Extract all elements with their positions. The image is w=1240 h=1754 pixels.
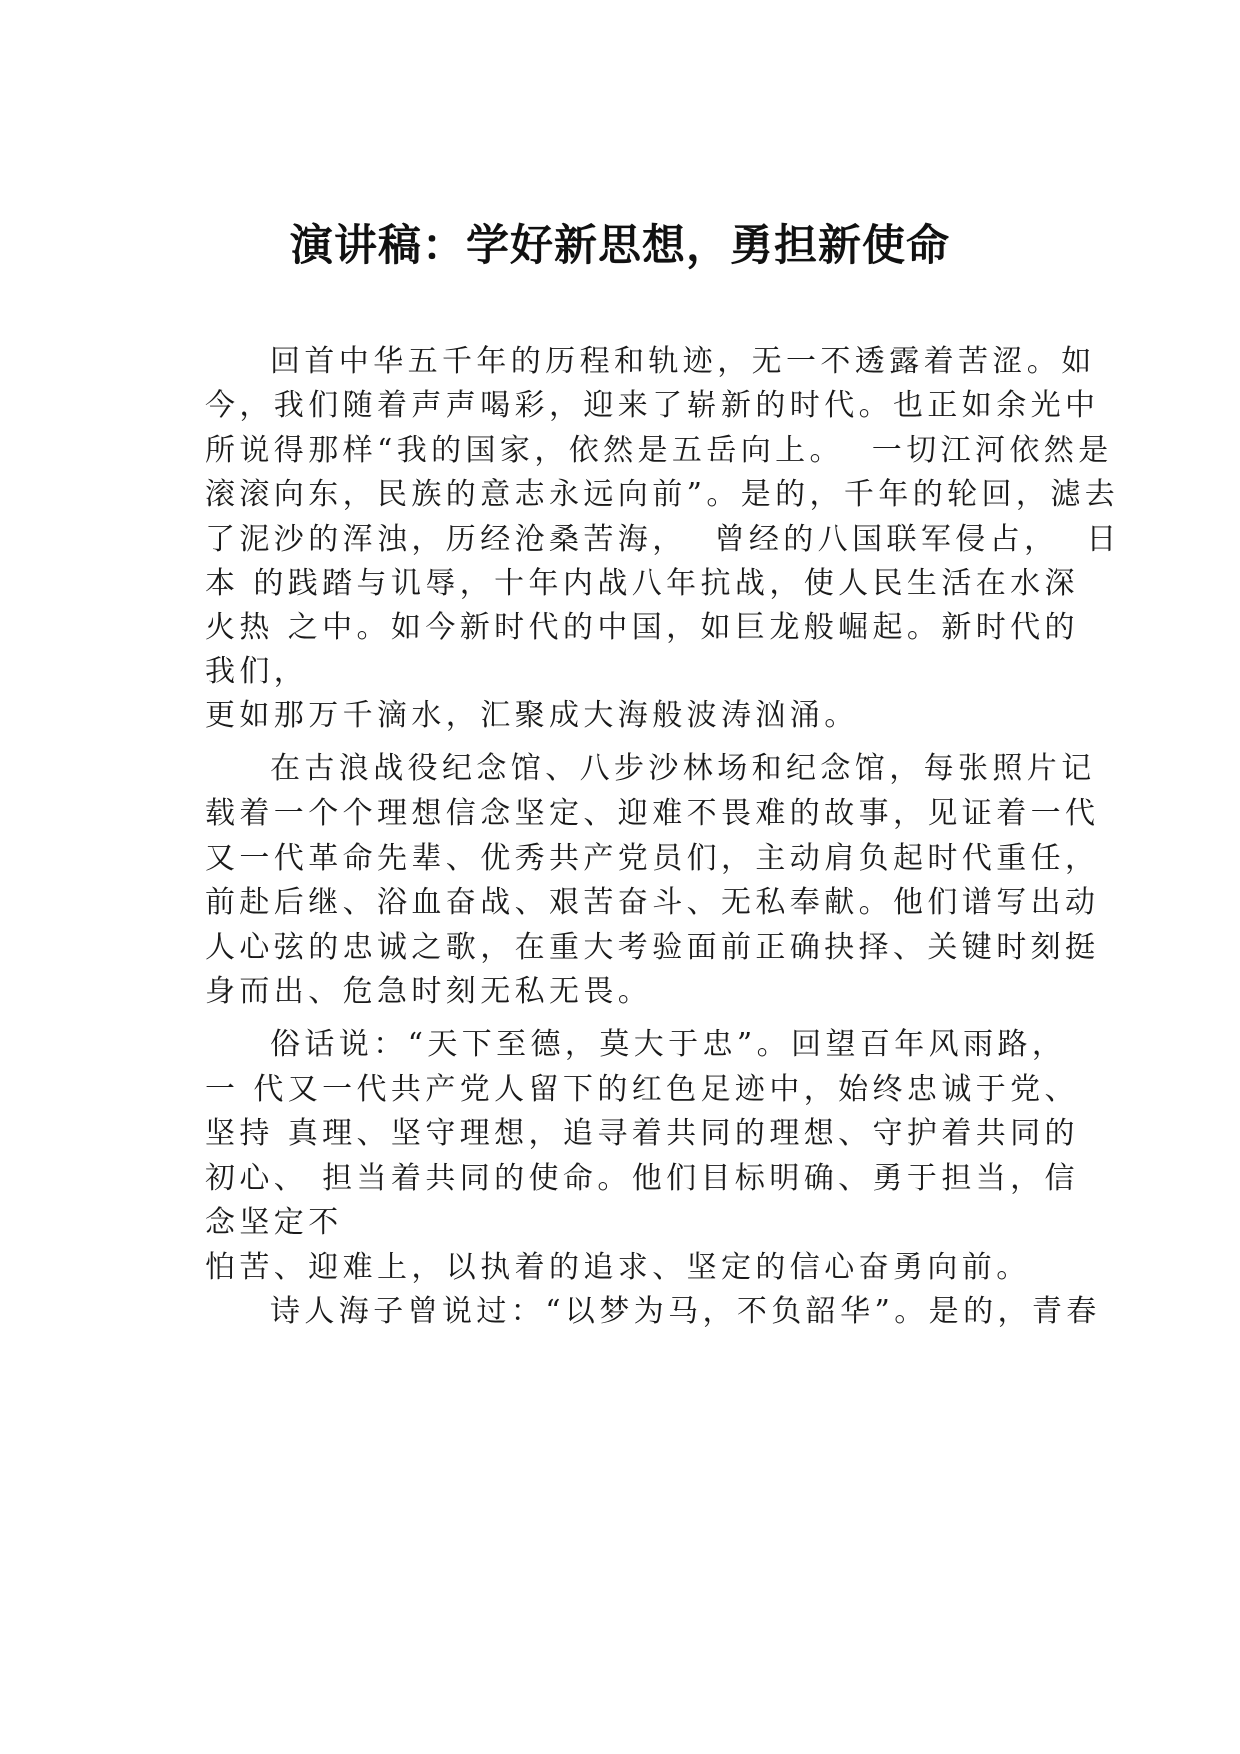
- text-line: 本 的践踏与讥辱，十年内战八年抗战，使人民生活在水深: [205, 566, 1079, 601]
- text-line: 身而出、危急时刻无私无畏。: [205, 974, 653, 1009]
- text-line: 前赴后继、浴血奋战、艰苦奋斗、无私奉献。他们谱写出动: [205, 885, 1100, 920]
- text-line: 我们，: [205, 654, 309, 689]
- text-line: 一 代又一代共产党人留下的红色足迹中，始终忠诚于党、: [205, 1072, 1079, 1107]
- text-line: 诗人海子曾说过：“以梦为马，不负韶华”。是的，青春: [270, 1294, 1101, 1329]
- text-line: 俗话说：“天下至德，莫大于忠”。回望百年风雨路，: [270, 1027, 1067, 1062]
- text-line: 人心弦的忠诚之歌，在重大考验面前正确抉择、关键时刻挺: [205, 930, 1100, 965]
- text-line: 初心、 担当着共同的使命。他们目标明确、勇于担当，信: [205, 1161, 1079, 1196]
- text-line: 坚持 真理、坚守理想，追寻着共同的理想、守护着共同的: [205, 1116, 1079, 1151]
- text-line: 所说得那样“我的国家，依然是五岳向上。 一切江河依然是: [205, 433, 1113, 468]
- text-line: 在古浪战役纪念馆、八步沙林场和纪念馆，每张照片记: [270, 751, 1096, 786]
- text-line: 念坚定不: [205, 1205, 343, 1240]
- text-line: 滚滚向东，民族的意志永远向前”。是的，千年的轮回，滤去: [205, 477, 1120, 512]
- text-line: 又一代革命先辈、优秀共产党员们，主动肩负起时代重任，: [205, 841, 1100, 876]
- text-line: 更如那万千滴水，汇聚成大海般波涛汹涌。: [205, 698, 859, 733]
- text-line: 火热 之中。如今新时代的中国，如巨龙般崛起。新时代的: [205, 610, 1079, 645]
- text-line: 回首中华五千年的历程和轨迹，无一不透露着苦涩。如: [270, 344, 1096, 379]
- text-line: 今，我们随着声声喝彩，迎来了崭新的时代。也正如余光中: [205, 388, 1100, 423]
- text-line: 怕苦、迎难上，以执着的追求、坚定的信心奋勇向前。: [205, 1250, 1031, 1285]
- text-line: 载着一个个理想信念坚定、迎难不畏难的故事，见证着一代: [205, 796, 1100, 831]
- document-title: 演讲稿：学好新思想，勇担新使命: [290, 221, 950, 271]
- text-line: 了泥沙的浑浊，历经沧桑苦海， 曾经的八国联军侵占， 日: [205, 522, 1121, 557]
